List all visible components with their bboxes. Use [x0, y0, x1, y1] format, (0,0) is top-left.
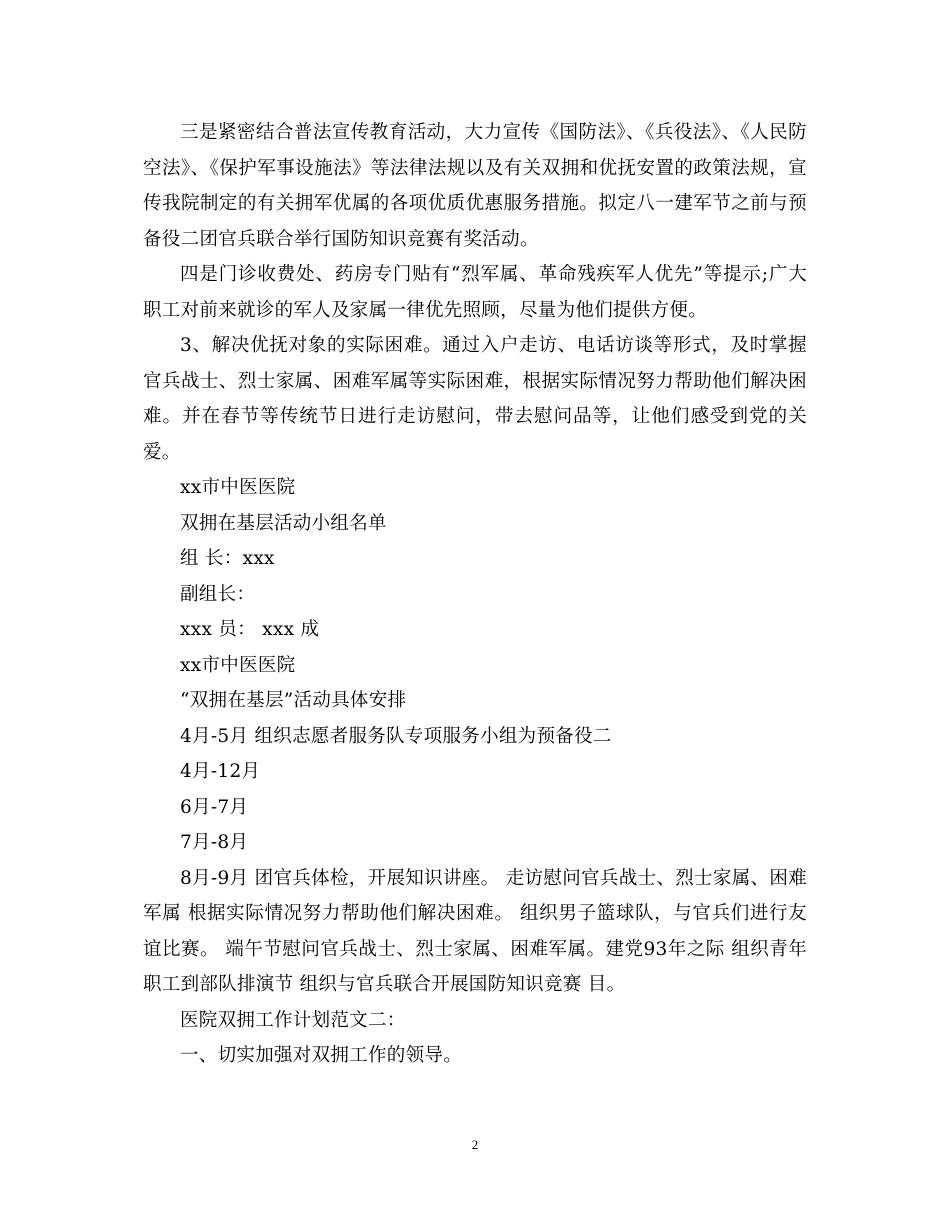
document-body	[143, 115, 807, 1074]
paragraph-priority-notice: 四是门诊收费处、药房专门贴有“烈军属、革命残疾军人优先”等提示;广大职工对前来就诊的军人及家属一律优先照顾，尽量为他们提供方便。	[143, 264, 807, 321]
section-heading-one: 一、切实加强对双拥工作的领导。	[180, 1045, 463, 1066]
schedule-row-apr-may: 4月-5月 组织志愿者服务队专项服务小组为预备役二	[180, 725, 612, 747]
schedule-title: “双拥在基层”活动具体安排	[180, 690, 407, 711]
group-list-title: 双拥在基层活动小组名单	[180, 512, 387, 534]
group-members: xxx 员： xxx 成	[180, 619, 320, 640]
hospital-name: xx市中医医院	[180, 477, 296, 498]
hospital-name-2: xx市中医医院	[180, 654, 296, 676]
page-number: 2	[471, 1137, 479, 1152]
schedule-row-jun-jul: 6月-7月	[180, 796, 249, 818]
group-leader: 组 长：xxx	[180, 548, 275, 569]
schedule-row-aug-sep: 8月-9月 团官兵体检，开展知识讲座。 走访慰问官兵战士、烈士家属、困难军属 根据实际情况努力帮助他们解决困难。 组织男子篮球队，与官兵们进行友谊比赛。 端午节慰问官兵战士、烈士家属、困难军属。建党93年之际 组织青年职工到部队排演节 组织与官兵联合开展国防知识竞赛 目。	[143, 867, 807, 995]
paragraph-publicity: 三是紧密结合普法宣传教育活动，大力宣传《国防法》、《兵役法》、《人民防空法》、《保护军事设施法》等法律法规以及有关双拥和优抚安置的政策法规，宣传我院制定的有关拥军优属的各项优质优惠服务措施。拟定八一建军节之前与预备役二团官兵联合举行国防知识竞赛有奖活动。	[143, 122, 807, 250]
deputy-leader: 副组长：	[180, 583, 256, 605]
schedule-row-jul-aug: 7月-8月	[180, 832, 249, 853]
section-title-plan-two: 医院双拥工作计划范文二：	[180, 1009, 406, 1031]
schedule-row-apr-dec: 4月-12月	[180, 761, 261, 782]
paragraph-difficulties: 3、解决优抚对象的实际困难。通过入户走访、电话访谈等形式，及时掌握官兵战士、烈士家属、困难军属等实际困难，根据实际情况努力帮助他们解决困难。并在春节等传统节日进行走访慰问，带去慰问品等，让他们感受到党的关爱。	[143, 335, 807, 463]
